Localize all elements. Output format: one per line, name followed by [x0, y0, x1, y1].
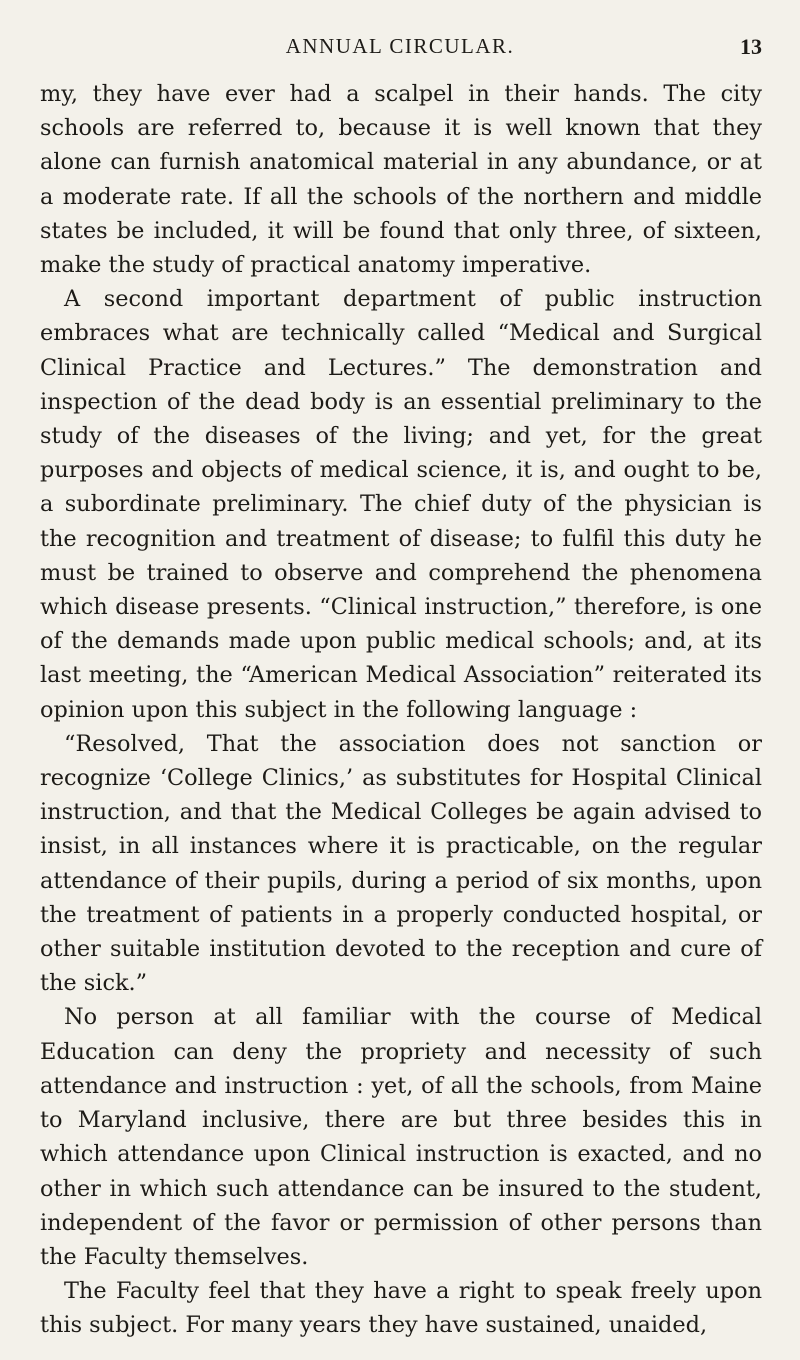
paragraph-continuation: my, they have ever had a scalpel in their hands. The city schools are referred to, because it is well known that they alone can furnish anatomical material in any abundance, or at a moderate rate. If all the schools of the northern and middle states be included, it will be found that only three, of sixteen, make the study of practical anatomy imperative.	[40, 81, 762, 279]
paragraph-faculty: The Faculty feel that they have a right to speak freely upon this subject. For many years they have sustained, unaided,	[40, 1278, 762, 1339]
body-text	[40, 77, 762, 1343]
header-title: ANNUAL CIRCULAR.	[285, 34, 515, 58]
running-header	[0, 32, 800, 62]
paragraph-clinical-instruction: A second important department of public instruction embraces what are technically called “Medical and Surgical Clinical Practice and Lectures.” The demonstration and inspection of the dead body is an essential preliminary to the study of the diseases of the living; and yet, for the great purposes and objects of medical science, it is, and ought to be, a subordinate preliminary. The chief duty of the physician is the recognition and treatment of disease; to fulfil this duty he must be trained to observe and comprehend the phenomena which disease presents. “Clinical instruction,” therefore, is one of the demands made upon public medical schools; and, at its last meeting, the “American Medical Association” reiterated its opinion upon this subject in the following language :	[40, 286, 762, 723]
page-number: 13	[740, 34, 762, 59]
paragraph-resolution-quote: “Resolved, That the association does not sanction or recognize ‘College Clinics,’ as substitutes for Hospital Clinical instruction, and that the Medical Colleges be again advised to insist, in all instances where it is practicable, on the regular attendance of their pupils, during a period of six months, upon the treatment of patients in a properly conducted hospital, or other suitable institution devoted to the reception and cure of the sick.”	[40, 730, 762, 997]
paragraph-clinical-attendance: No person at all familiar with the course of Medical Education can deny the propriety and necessity of such attendance and instruction : yet, of all the schools, from Maine to Maryland inclusive, there are but three besides this in which attendance upon Clinical instruction is exacted, and no other in which such attendance can be insured to the student, independent of the favor or permission of other persons than the Faculty themselves.	[40, 1004, 762, 1270]
